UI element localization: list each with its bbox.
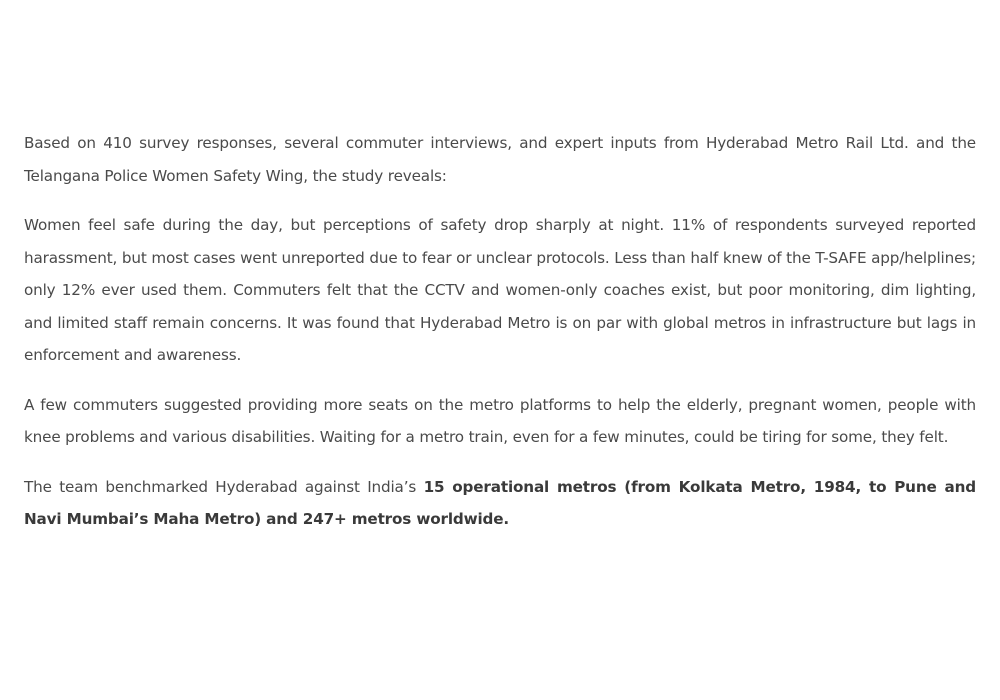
paragraph-seating-suggestion: A few commuters suggested providing more seats on the metro platforms to help the elderly, pregnant women, people with knee problems and various disabilities. Waiting for a metro train, even for a few minutes, could be tiring for some, they felt. xyxy=(24,395,976,446)
paragraph-benchmark xyxy=(24,471,976,536)
benchmark-bold-text: 15 operational metros (from Kolkata Metro, 1984, to Pune and Navi Mumbai’s Maha Metro) and 247+ metros worldwide. xyxy=(24,477,976,528)
paragraph-survey-basis: Based on 410 survey responses, several commuter interviews, and expert inputs from Hyderabad Metro Rail Ltd. and the Telangana Police Women Safety Wing, the study reveals: xyxy=(24,134,976,185)
paragraph-safety-findings: Women feel safe during the day, but perceptions of safety drop sharply at night. 11% of respondents surveyed reported harassment, but most cases went unreported due to fear or unclear protocols. Less than half knew of the T-SAFE app/helplines; only 12% ever used them. Commuters felt that the CCTV and women-only coaches exist, but poor monitoring, dim lighting, and limited staff remain concerns. It was found that Hyderabad Metro is on par with global metros in infrastructure but lags in enforcement and awareness. xyxy=(24,216,976,364)
benchmark-plain-text: The team benchmarked Hyderabad against India’s xyxy=(24,477,424,496)
